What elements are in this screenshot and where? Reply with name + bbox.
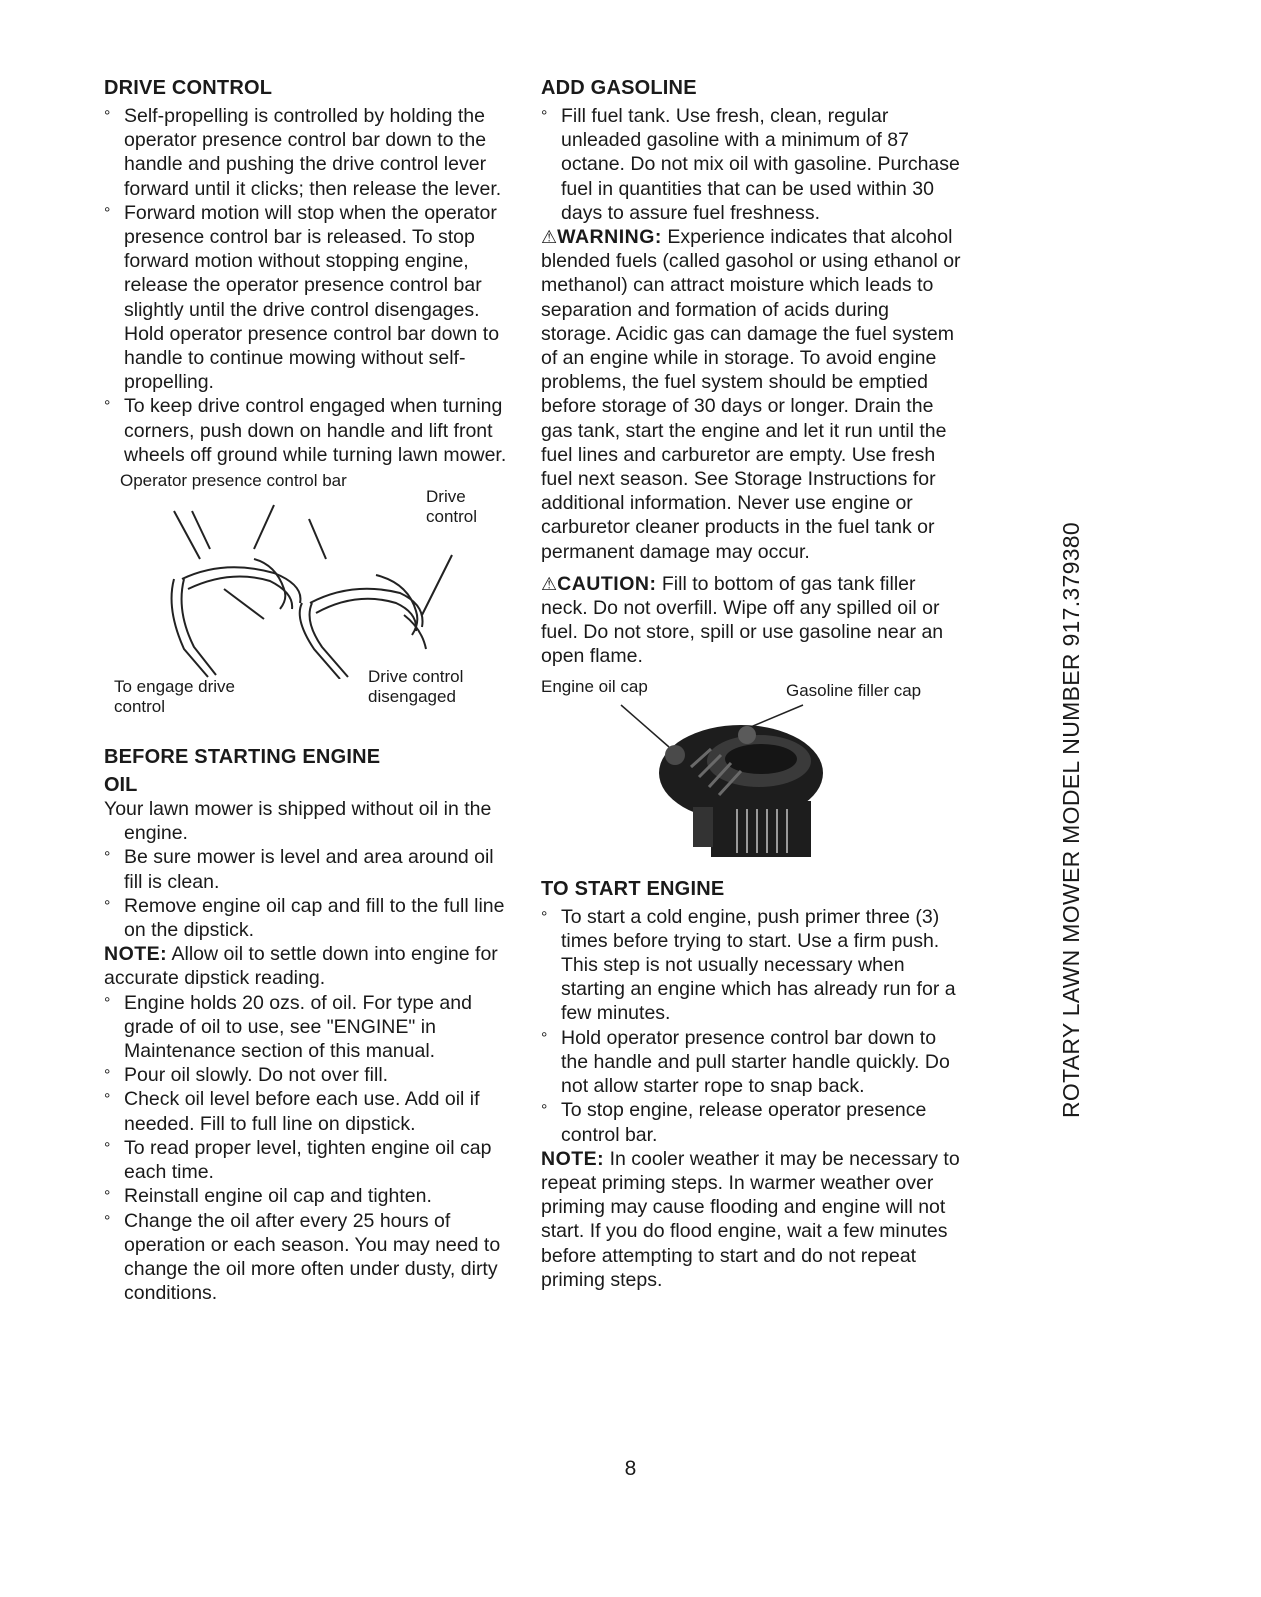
- engine-illustration: [541, 697, 961, 877]
- list-item: ° To read proper level, tighten engine oil cap each time.: [104, 1136, 516, 1184]
- drive-control-label: Drive control: [426, 487, 478, 527]
- list-item: ° Engine holds 20 ozs. of oil. For type and grade of oil to use, see "ENGINE" in Maintenance section of this manual.: [104, 991, 516, 1064]
- mower-handle-illustration: [104, 499, 516, 679]
- list-item: ° Remove engine oil cap and fill to the full line on the dipstick.: [104, 894, 516, 942]
- drive-control-heading: DRIVE CONTROL: [104, 77, 273, 99]
- operator-bar-label: Operator presence control bar: [120, 471, 347, 491]
- engage-drive-label: To engage drive control: [114, 677, 235, 717]
- caution-text: Fill to bottom of gas tank filler neck. Do not overfill. Wipe off any spilled oil or fuel. Do not store, spill or use gasoline near an open flame.: [541, 572, 944, 668]
- warning-text: Experience indicates that alcohol blended fuels (called gasohol or using ethanol or methanol) can attract moisture which leads to separation and formation of acids during storage. Acidic gas can damage the fuel system of an engine while in storage. To avoid engine problems, the fuel system should be emptied before storage of 30 days or longer. Drain the gas tank, start the engine and let it run until the fuel lines and carburetor are empty. Use fresh fuel next season. See Storage Instructions for additional information. Never use engine or carburetor cleaner products in the fuel tank or permanent damage may occur.: [541, 226, 961, 563]
- list-item: ° To stop engine, release operator presence control bar.: [541, 1098, 961, 1146]
- list-item: ° Be sure mower is level and area around oil fill is clean.: [104, 845, 516, 893]
- list-item: ° To start a cold engine, push primer three (3) times before trying to start. Use a firm push. This step is not usually necessary when starting an engine which has already run for a few minutes.: [541, 905, 961, 1026]
- drive-control-list: [104, 104, 516, 467]
- caution-triangle-icon: ⚠: [541, 573, 558, 594]
- list-item: ° Check oil level before each use. Add oil if needed. Fill to full line on dipstick.: [104, 1087, 516, 1135]
- caution-label: CAUTION:: [557, 572, 657, 595]
- disengaged-label: Drive control disengaged: [368, 667, 464, 707]
- engine-figure: [541, 677, 961, 877]
- oil-intro: Your lawn mower is shipped without oil in the engine.: [104, 798, 492, 845]
- note-text: Allow oil to settle down into engine for accurate dipstick reading.: [104, 943, 498, 990]
- right-column: [541, 76, 961, 1292]
- warning-block: [541, 225, 961, 564]
- warning-triangle-icon: ⚠: [541, 227, 558, 248]
- start-note: [541, 1147, 961, 1292]
- oil-cap-label: Engine oil cap: [541, 676, 648, 696]
- oil-list-2: [104, 991, 516, 1306]
- list-item: ° To keep drive control engaged when turning corners, push down on handle and lift front wheels off ground while turning lawn mower.: [104, 394, 516, 467]
- caution-block: [541, 572, 961, 669]
- oil-note: [104, 942, 516, 990]
- page-number: 8: [624, 1457, 637, 1480]
- oil-subheading: OIL: [104, 774, 138, 797]
- list-item: ° Pour oil slowly. Do not over fill.: [104, 1063, 516, 1087]
- note-text: In cooler weather it may be necessary to repeat priming steps. In warmer weather over priming may cause flooding and engine will not start. If you do flood engine, wait a few minutes before attempting to start and do not repeat priming steps.: [541, 1147, 960, 1291]
- list-item: ° Hold operator presence control bar down to the handle and pull starter handle quickly. Do not allow starter rope to snap back.: [541, 1026, 961, 1099]
- oil-list-1: [104, 845, 516, 942]
- list-item: ° Reinstall engine oil cap and tighten.: [104, 1184, 516, 1208]
- note-label: NOTE:: [104, 943, 168, 966]
- side-title: ROTARY LAWN MOWER MODEL NUMBER 917.379380: [1058, 522, 1084, 1118]
- gasoline-list: [541, 104, 961, 225]
- list-item: ° Change the oil after every 25 hours of operation or each season. You may need to change the oil more often under dusty, dirty conditions.: [104, 1209, 516, 1306]
- list-item: ° Fill fuel tank. Use fresh, clean, regular unleaded gasoline with a minimum of 87 octane. Do not mix oil with gasoline. Purchase fuel in quantities that can be used within 30 days to assure fuel freshness.: [541, 104, 961, 225]
- before-starting-heading: BEFORE STARTING ENGINE: [104, 746, 381, 769]
- warning-label: WARNING:: [557, 226, 662, 249]
- start-engine-list: [541, 905, 961, 1147]
- note-label: NOTE:: [541, 1147, 605, 1170]
- to-start-engine-heading: TO START ENGINE: [541, 877, 725, 900]
- drive-control-figure: [104, 471, 516, 729]
- filler-cap-label: Gasoline filler cap: [786, 680, 922, 700]
- list-item: ° Self-propelling is controlled by holding the operator presence control bar down to the handle and pushing the drive control lever forward until it clicks; then release the lever.: [104, 104, 516, 201]
- left-column: [104, 76, 516, 1305]
- list-item: ° Forward motion will stop when the operator presence control bar is released. To stop forward motion without stopping engine, release the operator presence control bar slightly until the drive control disengages. Hold operator presence control bar down to handle to continue mowing without self-propelling.: [104, 201, 516, 395]
- add-gasoline-heading: ADD GASOLINE: [541, 77, 697, 99]
